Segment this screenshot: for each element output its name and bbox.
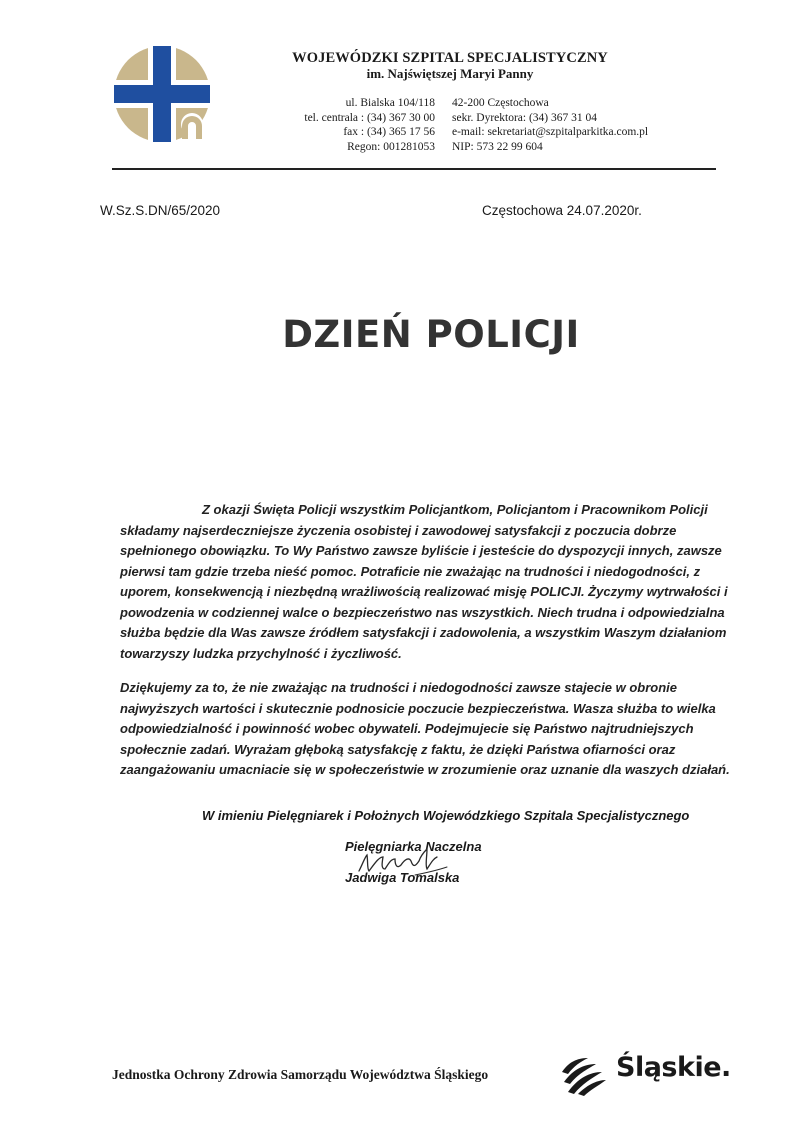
paragraph-2-line: najwyższych wartości i skutecznie podnosicie poczucie bezpieczeństwa. Wasza służba to wielka [120, 700, 716, 716]
paragraph-1-line: składamy najserdeczniejsze życzenia osobistej i zawodowej satysfakcji z poczucia dobrze [120, 522, 677, 538]
paragraph-1-line: towarzyszy ludzka przychylność i życzliwość. [120, 645, 402, 661]
contact-block-right [452, 96, 672, 154]
paragraph-2-line: Dziękujemy za to, że nie zważając na trudności i niedogodności zawsze stajecie w obronie [120, 680, 677, 695]
region-brand-name: Śląskie. [616, 1052, 731, 1083]
paragraph-1-line: powodzenia w codziennej walce o bezpieczeństwo nas wszystkich. Niech trudna i odpowiedzialna [120, 604, 725, 620]
footer-organization: Jednostka Ochrony Zdrowia Samorządu Województwa Śląskiego [112, 1067, 489, 1082]
region-logo-icon [558, 1052, 610, 1096]
fax: fax : (34) 365 17 56 [343, 126, 435, 138]
hospital-patron: im. Najświętszej Maryi Panny [366, 66, 534, 81]
reference-number: W.Sz.S.DN/65/2020 [100, 203, 221, 218]
paragraph-2-line: zaangażowaniu umacniacie się w społeczeństwie w zrozumienie oraz uznanie dla waszych działań. [120, 762, 730, 777]
closing-line: W imieniu Pielęgniarek i Położnych Wojewódzkiego Szpitala Specjalistycznego [202, 808, 690, 823]
regon: Regon: 001281053 [347, 140, 435, 153]
hospital-logo-icon [112, 44, 212, 144]
paragraph-2-line: odpowiedzialność i powinność wobec obywateli. Podejmujecie się Państwo najtrudniejszych [120, 721, 694, 736]
nip: NIP: 573 22 99 604 [452, 140, 543, 153]
hospital-name: WOJEWÓDZKI SZPITAL SPECJALISTYCZNY [292, 50, 608, 66]
email: e-mail: sekretariat@szpitalparkitka.com.pl [452, 126, 649, 138]
place-and-date: Częstochowa 24.07.2020r. [482, 203, 642, 218]
paragraph-2-line: społecznie zadań. Wyrażam głęboką satysfakcję z faktu, że dzięki Państwa ofiarności oraz [120, 741, 676, 757]
paragraph-gap [120, 664, 710, 678]
paragraph-1-line: służba będzie dla Was zawsze źródłem satysfakcji i zadowolenia, a wszystkim Waszym działaniom [120, 625, 727, 640]
contact-block-left [250, 96, 435, 154]
paragraph-1-line: spełnionego obowiązku. To Wy Państwo zawsze byliście i jesteście do dyspozycji innych, zawsze [120, 543, 722, 558]
signatory-name: Jadwiga Tomalska [345, 870, 460, 885]
paragraph-1-line: pierwsi tam gdzie trzeba nieść pomoc. Potraficie nie zważając na trudności i niedogodności, z [120, 563, 701, 579]
phone-main: tel. centrala : (34) 367 30 00 [304, 111, 435, 124]
address-city: 42-200 Częstochowa [452, 97, 549, 109]
phone-director: sekr. Dyrektora: (34) 367 31 04 [452, 111, 597, 124]
document-title: DZIEŃ POLICJI [282, 313, 580, 356]
header-divider [112, 168, 716, 170]
address-street: ul. Bialska 104/118 [345, 97, 435, 109]
signatory-role: Pielęgniarka Naczelna [345, 839, 482, 854]
paragraph-1-line: Z okazji Święta Policji wszystkim Policjantkom, Policjantom i Pracownikom Policji [202, 502, 708, 517]
letter-body [120, 500, 730, 781]
paragraph-1-line: uporem, konsekwencją i niezbędną wrażliwością realizować misję POLICJI. Życzymy wytrwałości i [120, 584, 728, 599]
